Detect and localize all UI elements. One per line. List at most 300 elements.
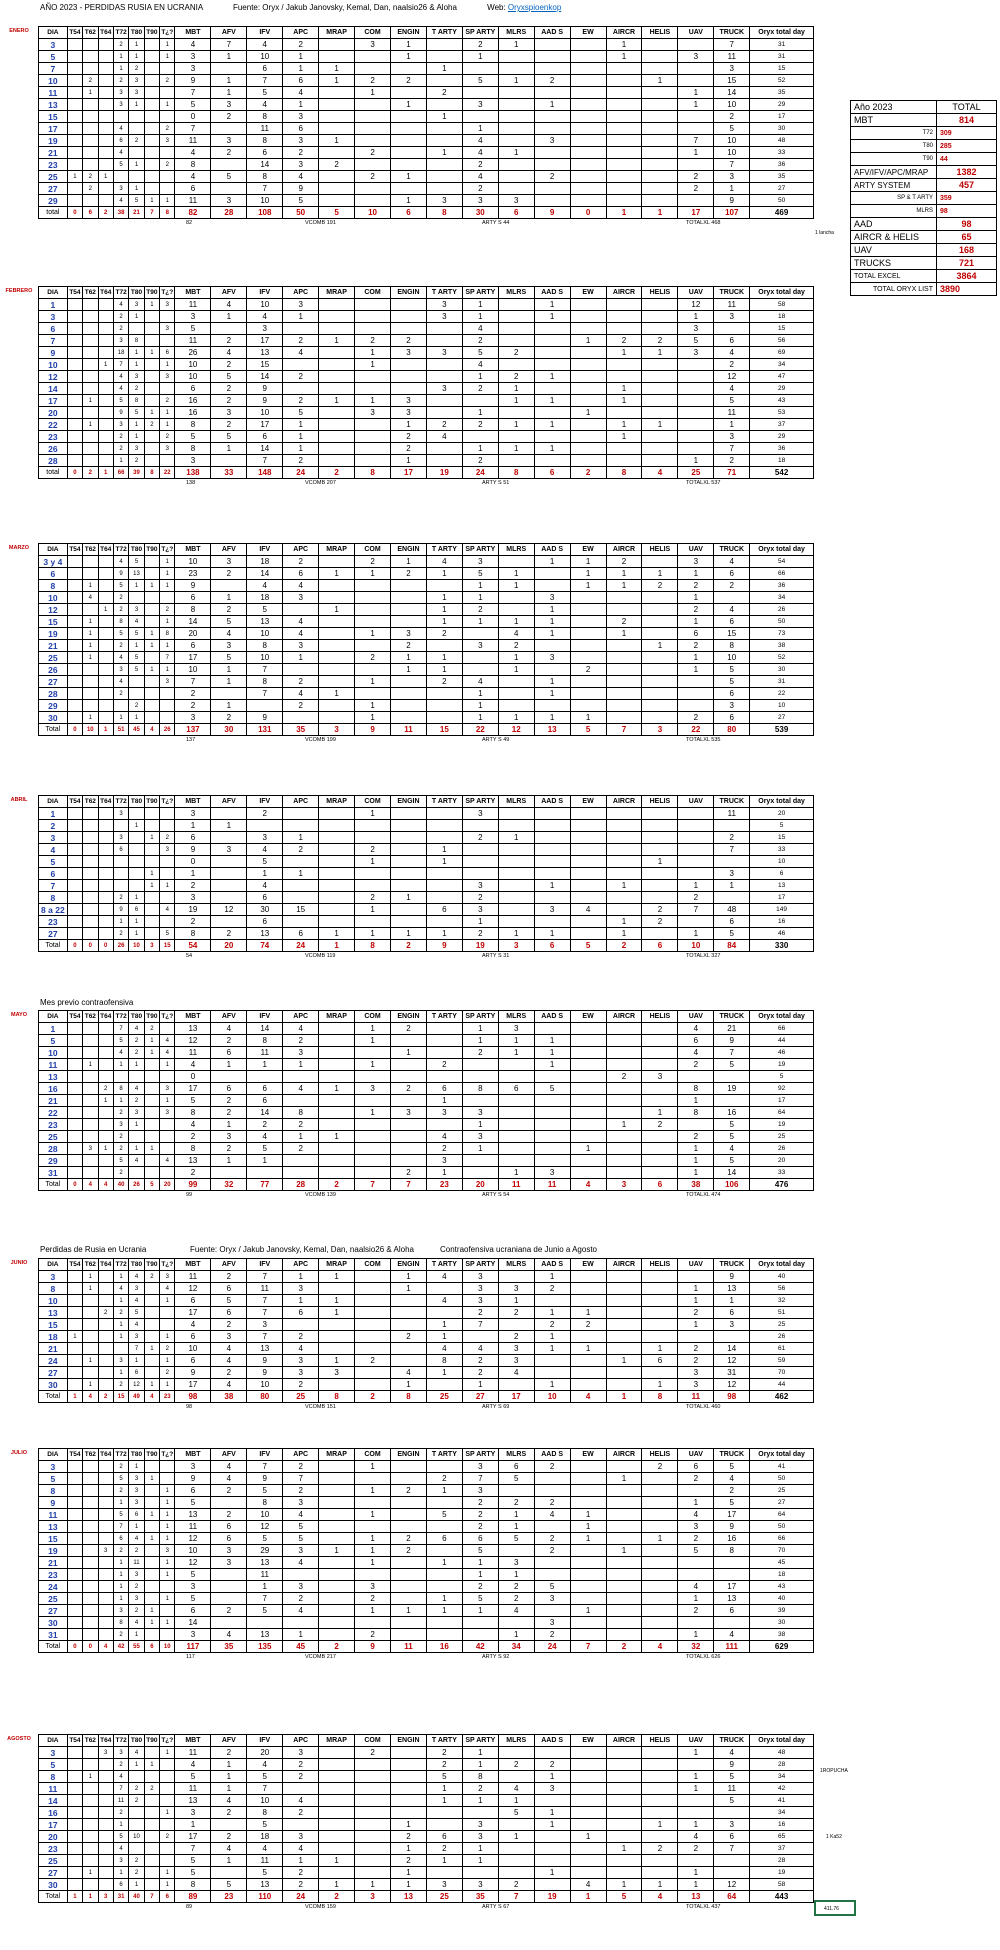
value-cell: 6 bbox=[211, 1283, 247, 1295]
summary-t72: T72 309 bbox=[851, 127, 997, 140]
total-cell: 542 bbox=[750, 467, 814, 479]
value-cell: 34 bbox=[750, 359, 814, 371]
value-cell: 1 bbox=[283, 652, 319, 664]
column-header: T62 bbox=[83, 1449, 98, 1461]
total-label: total bbox=[39, 207, 68, 219]
table-row bbox=[39, 1581, 814, 1593]
value-cell bbox=[160, 1605, 175, 1617]
sub-total-vcomb: VCOMB 119 bbox=[305, 953, 336, 959]
value-cell: 4 bbox=[129, 1747, 144, 1759]
value-cell bbox=[283, 604, 319, 616]
value-cell bbox=[355, 580, 391, 592]
table-row bbox=[39, 1107, 814, 1119]
value-cell: 7 bbox=[247, 75, 283, 87]
value-cell: 3 bbox=[283, 1581, 319, 1593]
value-cell: 3 bbox=[678, 51, 714, 63]
value-cell: 3 bbox=[129, 1331, 144, 1343]
value-cell: 6 bbox=[714, 712, 750, 724]
value-cell: 3 bbox=[714, 311, 750, 323]
value-cell: 1 bbox=[534, 1807, 570, 1819]
value-cell bbox=[534, 407, 570, 419]
value-cell: 2 bbox=[678, 1605, 714, 1617]
value-cell: 3 bbox=[678, 1367, 714, 1379]
value-cell: 2 bbox=[113, 1131, 128, 1143]
value-cell: 5 bbox=[750, 1071, 814, 1083]
value-cell bbox=[498, 892, 534, 904]
value-cell: 7 bbox=[714, 1047, 750, 1059]
value-cell: 1 bbox=[160, 99, 175, 111]
value-cell: 1 bbox=[534, 676, 570, 688]
value-cell: 2 bbox=[462, 39, 498, 51]
value-cell: 70 bbox=[750, 1545, 814, 1557]
summary-table bbox=[850, 100, 997, 296]
value-cell bbox=[67, 1879, 82, 1891]
column-header: TRUCK bbox=[714, 1011, 750, 1023]
value-cell: 1 bbox=[160, 1509, 175, 1521]
value-cell bbox=[129, 1771, 144, 1783]
value-cell: 1 bbox=[355, 395, 391, 407]
value-cell: 4 bbox=[283, 1343, 319, 1355]
value-cell bbox=[83, 99, 98, 111]
value-cell: 2 bbox=[211, 1095, 247, 1107]
value-cell: 8 bbox=[113, 616, 128, 628]
column-header: T ARTY bbox=[426, 27, 462, 39]
value-cell: 10 bbox=[247, 1379, 283, 1391]
value-cell: 3 bbox=[113, 183, 128, 195]
value-cell: 1 bbox=[498, 147, 534, 159]
value-cell: 3 bbox=[714, 63, 750, 75]
value-cell bbox=[355, 63, 391, 75]
value-cell bbox=[67, 1497, 82, 1509]
value-cell: 1 bbox=[113, 1819, 128, 1831]
value-cell bbox=[678, 39, 714, 51]
column-header: T54 bbox=[67, 1449, 82, 1461]
value-cell bbox=[570, 1461, 606, 1473]
value-cell bbox=[160, 455, 175, 467]
value-cell bbox=[426, 700, 462, 712]
day-cell: 15 bbox=[39, 1319, 68, 1331]
value-cell bbox=[355, 99, 391, 111]
column-header: T ARTY bbox=[426, 1259, 462, 1271]
value-cell bbox=[144, 1855, 159, 1867]
header-row bbox=[39, 287, 814, 299]
value-cell: 3 bbox=[283, 1831, 319, 1843]
value-cell: 6 bbox=[283, 568, 319, 580]
value-cell bbox=[113, 820, 128, 832]
total-cell: 10 bbox=[355, 207, 391, 219]
value-cell bbox=[498, 87, 534, 99]
value-cell bbox=[113, 700, 128, 712]
table-row bbox=[39, 844, 814, 856]
value-cell bbox=[714, 820, 750, 832]
value-cell: 6 bbox=[426, 1831, 462, 1843]
selected-cell[interactable] bbox=[814, 1900, 856, 1916]
value-cell bbox=[606, 832, 642, 844]
value-cell: 1 bbox=[283, 1855, 319, 1867]
day-cell: 3 bbox=[39, 1747, 68, 1759]
value-cell bbox=[83, 299, 98, 311]
day-cell: 20 bbox=[39, 1831, 68, 1843]
value-cell bbox=[67, 395, 82, 407]
value-cell bbox=[498, 868, 534, 880]
value-cell bbox=[570, 111, 606, 123]
total-cell: 13 bbox=[678, 1891, 714, 1903]
summary-aad: AAD 98 bbox=[851, 218, 997, 231]
value-cell bbox=[319, 628, 355, 640]
value-cell bbox=[98, 1319, 113, 1331]
value-cell bbox=[678, 1807, 714, 1819]
value-cell: 2 bbox=[113, 1461, 128, 1473]
value-cell: 13 bbox=[175, 1023, 211, 1035]
day-cell: 10 bbox=[39, 1295, 68, 1307]
total-cell: 131 bbox=[247, 724, 283, 736]
value-cell bbox=[319, 856, 355, 868]
value-cell bbox=[642, 1771, 678, 1783]
value-cell bbox=[391, 1497, 427, 1509]
value-cell: 2 bbox=[498, 1581, 534, 1593]
value-cell: 1 bbox=[426, 1605, 462, 1617]
value-cell bbox=[355, 880, 391, 892]
value-cell bbox=[534, 1071, 570, 1083]
value-cell: 6 bbox=[714, 1831, 750, 1843]
value-cell: 5 bbox=[113, 1035, 128, 1047]
value-cell bbox=[83, 335, 98, 347]
column-header: MLRS bbox=[498, 544, 534, 556]
value-cell: 43 bbox=[750, 1581, 814, 1593]
value-cell: 3 bbox=[175, 1461, 211, 1473]
value-cell bbox=[570, 1617, 606, 1629]
table-row bbox=[39, 1747, 814, 1759]
total-cell: 7 bbox=[606, 724, 642, 736]
value-cell: 1 bbox=[144, 580, 159, 592]
value-cell: 1 bbox=[498, 664, 534, 676]
value-cell bbox=[144, 1843, 159, 1855]
column-header: TRUCK bbox=[714, 287, 750, 299]
value-cell: 1 bbox=[319, 688, 355, 700]
value-cell: 1 bbox=[211, 1783, 247, 1795]
value-cell: 1 bbox=[642, 1379, 678, 1391]
value-cell bbox=[391, 1771, 427, 1783]
value-cell bbox=[391, 1521, 427, 1533]
value-cell: 1 bbox=[642, 856, 678, 868]
value-cell: 1 bbox=[642, 347, 678, 359]
value-cell bbox=[570, 195, 606, 207]
value-cell bbox=[67, 1071, 82, 1083]
value-cell: 149 bbox=[750, 904, 814, 916]
total-cell: 54 bbox=[175, 940, 211, 952]
value-cell bbox=[642, 868, 678, 880]
value-cell: 11 bbox=[175, 1271, 211, 1283]
value-cell bbox=[642, 183, 678, 195]
value-cell bbox=[570, 928, 606, 940]
total-cell: 9 bbox=[355, 1641, 391, 1653]
table-row bbox=[39, 111, 814, 123]
value-cell: 20 bbox=[750, 808, 814, 820]
value-cell: 9 bbox=[113, 407, 128, 419]
total-cell: 5 bbox=[606, 1891, 642, 1903]
value-cell: 3 bbox=[283, 111, 319, 123]
value-cell: 2 bbox=[160, 159, 175, 171]
value-cell bbox=[498, 844, 534, 856]
value-cell: 1 bbox=[678, 87, 714, 99]
value-cell bbox=[391, 323, 427, 335]
total-cell: 4 bbox=[570, 1179, 606, 1191]
value-cell bbox=[498, 904, 534, 916]
column-header: T72 bbox=[113, 27, 128, 39]
value-cell bbox=[355, 1271, 391, 1283]
value-cell bbox=[355, 1831, 391, 1843]
value-cell: 16 bbox=[175, 395, 211, 407]
value-cell: 5 bbox=[129, 407, 144, 419]
value-cell: 1 bbox=[319, 63, 355, 75]
value-cell: 6 bbox=[498, 1461, 534, 1473]
value-cell bbox=[144, 311, 159, 323]
value-cell bbox=[355, 1095, 391, 1107]
value-cell: 36 bbox=[750, 580, 814, 592]
value-cell bbox=[678, 1119, 714, 1131]
value-cell bbox=[319, 640, 355, 652]
table-row bbox=[39, 1307, 814, 1319]
value-cell bbox=[678, 700, 714, 712]
value-cell: 1 bbox=[534, 1035, 570, 1047]
value-cell bbox=[462, 628, 498, 640]
value-cell: 3 bbox=[283, 592, 319, 604]
value-cell: 5 bbox=[498, 1807, 534, 1819]
value-cell bbox=[319, 87, 355, 99]
value-cell bbox=[570, 1083, 606, 1095]
total-cell: 23 bbox=[160, 1391, 175, 1403]
total-cell: 3 bbox=[98, 1891, 113, 1903]
column-header: EW bbox=[570, 544, 606, 556]
value-cell: 5 bbox=[714, 1497, 750, 1509]
value-cell bbox=[83, 868, 98, 880]
value-cell: 1 bbox=[355, 904, 391, 916]
value-cell bbox=[113, 171, 128, 183]
value-cell bbox=[83, 443, 98, 455]
total-cell: 26 bbox=[160, 724, 175, 736]
value-cell bbox=[606, 1557, 642, 1569]
day-cell: 1 bbox=[39, 808, 68, 820]
value-cell bbox=[83, 832, 98, 844]
value-cell: 4 bbox=[160, 1035, 175, 1047]
value-cell bbox=[98, 1533, 113, 1545]
value-cell: 1 bbox=[83, 87, 98, 99]
value-cell bbox=[426, 359, 462, 371]
value-cell: 1 bbox=[129, 419, 144, 431]
value-cell: 16 bbox=[714, 1107, 750, 1119]
value-cell bbox=[355, 419, 391, 431]
value-cell: 1 bbox=[144, 195, 159, 207]
value-cell: 9 bbox=[247, 1473, 283, 1485]
value-cell: 7 bbox=[113, 1783, 128, 1795]
value-cell bbox=[355, 1819, 391, 1831]
value-cell bbox=[534, 147, 570, 159]
value-cell: 1 bbox=[83, 1771, 98, 1783]
value-cell bbox=[67, 1343, 82, 1355]
value-cell: 1 bbox=[355, 568, 391, 580]
table-row bbox=[39, 1379, 814, 1391]
column-header: Oryx total day bbox=[750, 1735, 814, 1747]
value-cell: 1 bbox=[570, 580, 606, 592]
value-cell bbox=[319, 171, 355, 183]
value-cell: 1 bbox=[462, 1119, 498, 1131]
summary-mbt: MBT 814 bbox=[851, 114, 997, 127]
value-cell bbox=[678, 1855, 714, 1867]
value-cell: 4 bbox=[160, 1283, 175, 1295]
value-cell: 6 bbox=[714, 568, 750, 580]
value-cell bbox=[129, 856, 144, 868]
value-cell bbox=[606, 844, 642, 856]
value-cell bbox=[319, 1461, 355, 1473]
value-cell: 3 bbox=[175, 51, 211, 63]
value-cell: 1 bbox=[426, 592, 462, 604]
value-cell bbox=[642, 111, 678, 123]
value-cell bbox=[67, 1143, 82, 1155]
value-cell: 1 bbox=[355, 1023, 391, 1035]
value-cell: 5 bbox=[714, 1059, 750, 1071]
value-cell: 5 bbox=[247, 1771, 283, 1783]
value-cell bbox=[426, 1807, 462, 1819]
value-cell bbox=[83, 1569, 98, 1581]
sub-total-mbt: 138 bbox=[186, 480, 196, 486]
month-label: FEBRERO bbox=[5, 288, 33, 294]
value-cell bbox=[355, 1367, 391, 1379]
value-cell bbox=[98, 395, 113, 407]
value-cell: 2 bbox=[113, 443, 128, 455]
total-cell: 1 bbox=[98, 724, 113, 736]
value-cell: 1 bbox=[160, 568, 175, 580]
value-cell bbox=[144, 1557, 159, 1569]
table-row bbox=[39, 808, 814, 820]
value-cell: 5 bbox=[175, 1095, 211, 1107]
value-cell: 1 bbox=[129, 892, 144, 904]
value-cell: 5 bbox=[211, 652, 247, 664]
value-cell bbox=[391, 359, 427, 371]
value-cell bbox=[67, 1107, 82, 1119]
oryx-link[interactable]: Oryxspioenkop bbox=[507, 3, 562, 12]
value-cell bbox=[160, 111, 175, 123]
value-cell bbox=[98, 1485, 113, 1497]
value-cell: 2 bbox=[534, 1629, 570, 1641]
value-cell: 3 bbox=[83, 1143, 98, 1155]
value-cell bbox=[83, 1367, 98, 1379]
total-cell: 0 bbox=[98, 940, 113, 952]
value-cell bbox=[642, 171, 678, 183]
value-cell: 2 bbox=[113, 688, 128, 700]
value-cell: 1 bbox=[129, 916, 144, 928]
value-cell bbox=[570, 147, 606, 159]
value-cell: 2 bbox=[283, 1485, 319, 1497]
value-cell: 1 bbox=[247, 1155, 283, 1167]
column-header: AFV bbox=[211, 1259, 247, 1271]
value-cell bbox=[319, 820, 355, 832]
value-cell: 1 bbox=[319, 604, 355, 616]
value-cell bbox=[570, 171, 606, 183]
value-cell bbox=[606, 652, 642, 664]
sub-total-arty: ARTY S 92 bbox=[482, 1654, 510, 1660]
value-cell bbox=[67, 688, 82, 700]
total-cell: 6 bbox=[642, 940, 678, 952]
value-cell: 3 bbox=[462, 808, 498, 820]
value-cell bbox=[98, 868, 113, 880]
value-cell: 1 bbox=[113, 1271, 128, 1283]
table-row bbox=[39, 1843, 814, 1855]
value-cell bbox=[144, 1747, 159, 1759]
table-row bbox=[39, 1759, 814, 1771]
value-cell: 4 bbox=[714, 347, 750, 359]
value-cell: 2 bbox=[426, 419, 462, 431]
table-row bbox=[39, 1783, 814, 1795]
column-header: SP ARTY bbox=[462, 27, 498, 39]
value-cell: 2 bbox=[642, 1119, 678, 1131]
value-cell: 2 bbox=[144, 419, 159, 431]
value-cell: 11 bbox=[714, 51, 750, 63]
value-cell bbox=[391, 1509, 427, 1521]
value-cell bbox=[83, 1485, 98, 1497]
total-cell: 22 bbox=[160, 467, 175, 479]
value-cell: 5 bbox=[211, 616, 247, 628]
value-cell: 2 bbox=[391, 1023, 427, 1035]
value-cell bbox=[319, 1331, 355, 1343]
value-cell: 10 bbox=[714, 99, 750, 111]
value-cell: 11 bbox=[129, 1557, 144, 1569]
value-cell: 1 bbox=[113, 1867, 128, 1879]
value-cell: 1 bbox=[642, 640, 678, 652]
value-cell bbox=[678, 916, 714, 928]
value-cell: 3 bbox=[462, 1283, 498, 1295]
day-cell: 15 bbox=[39, 1533, 68, 1545]
value-cell: 2 bbox=[113, 323, 128, 335]
value-cell: 1 bbox=[534, 371, 570, 383]
column-header: T90 bbox=[144, 27, 159, 39]
value-cell: 7 bbox=[247, 1271, 283, 1283]
value-cell: 1 bbox=[113, 1569, 128, 1581]
value-cell bbox=[642, 880, 678, 892]
value-cell bbox=[355, 1319, 391, 1331]
value-cell bbox=[642, 39, 678, 51]
value-cell bbox=[319, 1509, 355, 1521]
value-cell bbox=[355, 135, 391, 147]
column-header: AFV bbox=[211, 1449, 247, 1461]
value-cell bbox=[144, 383, 159, 395]
value-cell bbox=[714, 1617, 750, 1629]
value-cell bbox=[83, 1107, 98, 1119]
value-cell bbox=[642, 1473, 678, 1485]
value-cell bbox=[83, 1155, 98, 1167]
value-cell bbox=[570, 455, 606, 467]
day-cell: 21 bbox=[39, 147, 68, 159]
total-cell: 148 bbox=[247, 467, 283, 479]
value-cell: 2 bbox=[355, 171, 391, 183]
value-cell bbox=[355, 1617, 391, 1629]
value-cell: 4 bbox=[283, 1509, 319, 1521]
value-cell: 1 bbox=[498, 928, 534, 940]
value-cell: 1 bbox=[211, 1155, 247, 1167]
value-cell bbox=[642, 892, 678, 904]
day-cell: 26 bbox=[39, 664, 68, 676]
value-cell: 14 bbox=[247, 1023, 283, 1035]
value-cell bbox=[498, 856, 534, 868]
total-cell: 10 bbox=[678, 940, 714, 952]
value-cell bbox=[714, 1867, 750, 1879]
column-header: MBT bbox=[175, 27, 211, 39]
value-cell bbox=[498, 1617, 534, 1629]
sub-total-total: TOTALXL 460 bbox=[686, 1404, 721, 1410]
value-cell bbox=[211, 1497, 247, 1509]
value-cell: 1 bbox=[113, 1557, 128, 1569]
value-cell: 5 bbox=[247, 604, 283, 616]
value-cell: 2 bbox=[462, 604, 498, 616]
